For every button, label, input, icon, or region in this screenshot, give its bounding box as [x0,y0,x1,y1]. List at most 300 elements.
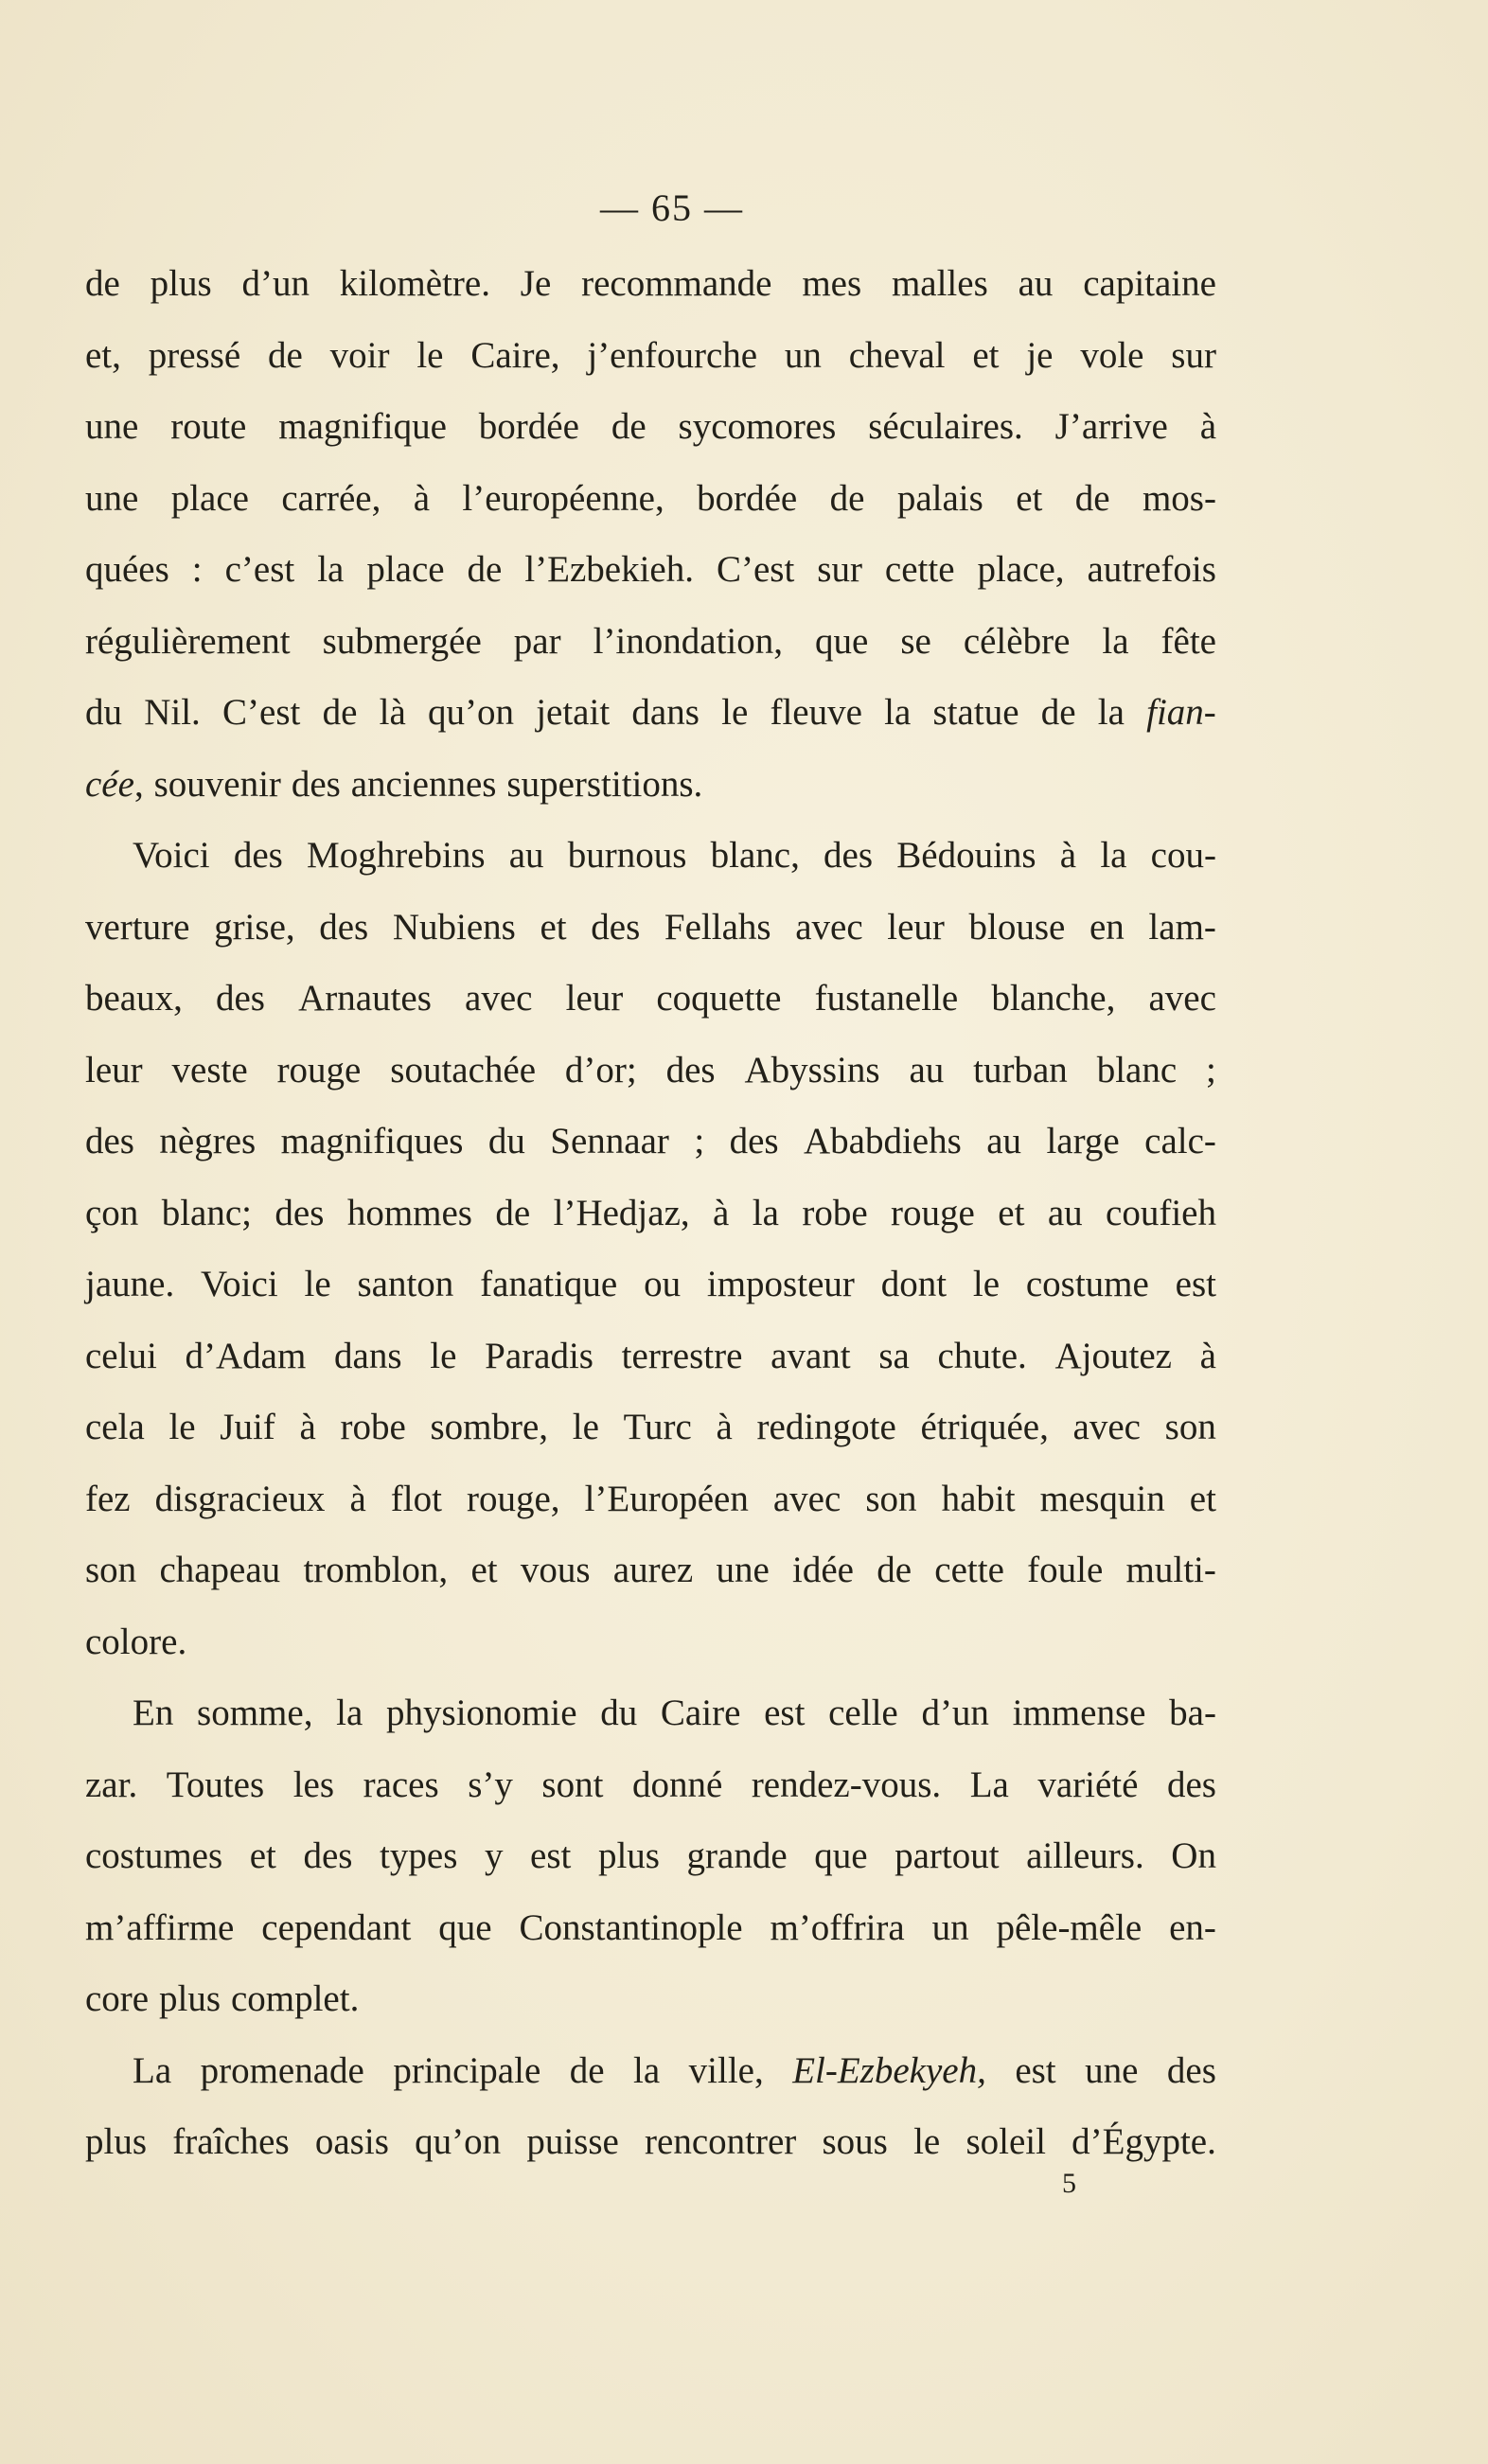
word: vole [1080,334,1144,376]
word: Constantinople [519,1906,743,1948]
word: Caire [660,1693,741,1733]
word: Paradis [485,1335,593,1376]
word: tromblon, [303,1550,449,1590]
word: le [913,2121,941,2162]
text-line [85,1749,1216,1821]
word: Caire, [470,334,560,376]
word: à [1199,406,1216,447]
word: On [1171,1835,1216,1876]
text-line [85,2106,1216,2178]
word: des [824,835,874,876]
text-line [85,749,1216,821]
word: avec [1148,978,1216,1019]
word: celle [828,1693,898,1733]
word: chapeau [159,1550,281,1590]
word: dont [880,1264,948,1304]
word: redingote [756,1407,896,1447]
word: sycomores [678,406,837,447]
word: une [85,477,139,519]
word: grise, [214,906,295,948]
text-line [85,391,1216,463]
word: C’est [716,549,795,590]
word: sa [878,1335,910,1376]
word: place [170,477,249,519]
word: de [829,477,865,519]
word: de [611,406,647,447]
word: y [484,1835,504,1876]
word: au [909,1049,945,1090]
word: nègres [159,1121,257,1161]
word: du [85,692,122,733]
word: chute. [937,1335,1027,1376]
word: et [249,1835,276,1876]
word: son [85,1550,137,1590]
word: rouge [276,1049,362,1090]
word: Fellahs [664,906,771,948]
word: d’un [921,1693,989,1733]
word: des [665,1049,716,1090]
word: core [85,1978,150,2019]
word: en [1089,906,1125,948]
word: jaune. [85,1264,175,1304]
word: Ababdiehs [804,1121,962,1161]
word: calc- [1144,1121,1216,1161]
word: fian- [1146,692,1216,733]
word: de [467,549,503,590]
word: beaux, [85,978,183,1019]
word: anciennes [350,763,497,805]
word: mesquin [1039,1478,1165,1519]
word: la [1102,620,1129,662]
word: de [85,263,120,304]
word: plus [597,1835,660,1876]
word: large [1046,1121,1120,1161]
word: se [900,620,931,662]
word: au [508,835,544,876]
word: aurez [612,1550,694,1590]
word: je [1026,334,1054,376]
word: des [591,906,641,948]
word: est [764,1693,806,1733]
word: des [275,1192,325,1233]
word: m’affirme [85,1906,235,1948]
text-line [85,1321,1216,1392]
word: qu’on [415,2121,502,2162]
word: ou [644,1264,682,1304]
word: vous [520,1550,591,1590]
word: blanc; [161,1192,253,1233]
word: Voici [201,1264,278,1304]
word: régulièrement [85,620,291,662]
word: physionomie [386,1693,577,1733]
word: verture [85,906,190,948]
word: et [1016,477,1043,519]
word: de [495,1192,531,1233]
word: à [349,1478,366,1519]
word: la [633,2049,661,2091]
word: plus [159,1978,221,2019]
word: rouge [891,1192,975,1233]
word: fanatique [480,1264,618,1304]
word: Ajoutez [1054,1335,1172,1376]
word: robe [340,1407,406,1447]
word: des [1166,1764,1216,1805]
word: de [1040,692,1076,733]
word: burnous [567,835,687,876]
word: ville, [688,2049,764,2091]
word: costumes [85,1835,223,1876]
word: la [317,549,345,590]
word: des [233,835,283,876]
word: çon [85,1192,139,1233]
word: rouge, [466,1478,560,1519]
word: des [85,1121,134,1161]
word: place, [977,549,1065,590]
word: soutachée [390,1049,537,1090]
word: m’offrira [770,1906,905,1948]
word: donné [631,1764,723,1805]
word: d’un [241,263,310,304]
word: que [814,1835,868,1876]
word: ailleurs. [1026,1835,1144,1876]
text-line [85,820,1216,892]
word: lam- [1148,906,1216,948]
word: la [884,692,912,733]
word: santon [357,1264,454,1304]
word: le [304,1264,331,1304]
word: Toutes [166,1764,265,1805]
word: dans [631,692,700,733]
word: Voici [133,835,210,876]
word: Arnautes [298,978,432,1019]
text-line [85,1463,1216,1535]
word: zar. [85,1764,138,1805]
word: d’Égypte. [1072,2121,1216,2162]
word: des [729,1121,779,1161]
word: étriquée, [920,1407,1049,1447]
word: rendez-vous. [751,1764,942,1805]
text-line [85,606,1216,678]
word: quées [85,549,169,590]
word: races [363,1764,439,1805]
word: grande [686,1835,788,1876]
word: place [366,549,445,590]
word: flot [390,1478,442,1519]
word: le [572,1407,599,1447]
word: j’enfourche [587,334,758,376]
word: et, [85,334,121,376]
word: coquette [656,978,782,1019]
word: de [1074,477,1110,519]
word: Bédouins [896,835,1036,876]
word: plus [85,2121,148,2162]
text-line [85,1963,1216,2035]
word: fustanelle [814,978,959,1019]
word: la [1100,835,1127,876]
word: hommes [346,1192,472,1233]
word: J’arrive [1054,406,1168,447]
word: dans [334,1335,402,1376]
word: somme, [197,1693,313,1733]
word: avec [465,978,533,1019]
text-line [85,892,1216,964]
word: fraîches [172,2121,290,2162]
word: une [85,406,139,447]
word: c’est [224,549,295,590]
word: principale [393,2049,541,2091]
word: et [1189,1478,1216,1519]
text-line [85,1392,1216,1463]
word: En [133,1693,174,1733]
word: le [430,1335,457,1376]
word: statue [932,692,1019,733]
word: et [540,906,567,948]
word: le [721,692,749,733]
word: séculaires. [868,406,1023,447]
word: les [292,1764,335,1805]
word: La [133,2049,172,2091]
word: d’or; [564,1049,637,1090]
word: de [322,692,358,733]
word: à [299,1407,316,1447]
word: est [1175,1264,1216,1304]
word: là [379,692,406,733]
word: et [972,334,1000,376]
word: au [1018,263,1054,304]
word: des [216,978,265,1019]
word: palais [896,477,983,519]
word: qu’on [427,692,514,733]
word: des [303,1835,353,1876]
word: sur [817,549,862,590]
word: coufieh [1106,1192,1216,1233]
word: à [713,1192,730,1233]
word: plus [150,263,212,304]
word: à [413,477,431,519]
body-text [85,248,1216,2178]
word: bordée [478,406,579,447]
word: leur [887,906,945,948]
word: son [865,1478,917,1519]
word: pressé [148,334,241,376]
word: bordée [697,477,798,519]
word: l’Européen [584,1478,749,1519]
text-line [85,1249,1216,1321]
word: Nil. [144,692,201,733]
word: Abyssins [744,1049,880,1090]
word: célèbre [963,620,1071,662]
word: partout [895,1835,1000,1876]
word: Turc [623,1407,692,1447]
word: idée [792,1550,854,1590]
word: blanc, [710,835,800,876]
word: ; [1206,1049,1216,1090]
word: du [487,1121,525,1161]
text-line [85,1606,1216,1678]
word: à [1059,835,1077,876]
word: Juif [220,1407,275,1447]
word: avec [1072,1407,1141,1447]
word: El-Ezbekyeh, [792,2049,986,2091]
word: pêle-mêle [996,1906,1143,1948]
word: en- [1169,1906,1216,1948]
word: La [969,1764,1009,1805]
word: la [336,1693,363,1733]
word: promenade [200,2049,364,2091]
word: voir [329,334,390,376]
word: une [716,1550,770,1590]
word: l’Ezbekieh. [524,549,694,590]
word: cou- [1150,835,1216,876]
word: cheval [848,334,946,376]
text-line [85,1892,1216,1964]
text-line [85,677,1216,749]
word: que [815,620,869,662]
word: foule [1027,1550,1104,1590]
word: C’est [222,692,301,733]
word: de [569,2049,605,2091]
text-line [85,1820,1216,1892]
word: Nubiens [392,906,516,948]
word: le [972,1264,1001,1304]
text-line [85,463,1216,535]
word: avant [771,1335,851,1376]
text-line [85,248,1216,320]
word: Je [520,263,552,304]
word: sont [541,1764,604,1805]
word: d’Adam [185,1335,307,1376]
word: au [986,1121,1022,1161]
text-line [85,320,1216,392]
word: disgracieux [154,1478,326,1519]
word: la [752,1192,779,1233]
word: autrefois [1087,549,1216,590]
word: cette [884,549,955,590]
word: types [380,1835,458,1876]
word: kilomètre. [339,263,490,304]
word: multi- [1125,1550,1216,1590]
word: un [931,1906,969,1948]
word: ba- [1169,1693,1216,1733]
word: est [1015,2049,1056,2091]
word: puisse [526,2121,619,2162]
word: recommande [581,263,772,304]
word: capitaine [1083,263,1216,304]
text-line [85,963,1216,1035]
word: magnifique [278,406,447,447]
word: oasis [314,2121,389,2162]
word: une [1085,2049,1139,2091]
word: cette [934,1550,1004,1590]
word: Sennaar [550,1121,669,1161]
word: superstitions. [506,763,703,805]
word: immense [1012,1693,1146,1733]
word: fez [85,1478,131,1519]
text-line [85,1106,1216,1178]
word: l’européenne, [462,477,664,519]
word: à [716,1407,733,1447]
word: à [1199,1335,1216,1376]
word: terrestre [621,1335,743,1376]
word: des [1166,2049,1216,2091]
word: submergée [322,620,482,662]
text-line [85,1178,1216,1250]
word: blouse [968,906,1066,948]
word: cela [85,1407,145,1447]
word: leur [565,978,624,1019]
word: sombre, [430,1407,549,1447]
word: l’Hedjaz, [553,1192,690,1233]
word: par [513,620,561,662]
word: du [600,1693,638,1733]
word: le [416,334,444,376]
word: cependant [261,1906,412,1948]
word: son [1164,1407,1216,1447]
word: variété [1037,1764,1139,1805]
word: colore. [85,1621,187,1662]
word: blanche, [991,978,1116,1019]
word: turban [973,1049,1068,1090]
word: jetait [536,692,611,733]
word: un [784,334,822,376]
word: rencontrer [645,2121,797,2162]
word: robe [802,1192,868,1233]
word: et [470,1550,498,1590]
word: carrée, [281,477,381,519]
word: fleuve [770,692,862,733]
word: de [877,1550,912,1590]
word: leur [85,1049,143,1090]
word: soleil [965,2121,1046,2162]
text-line [85,534,1216,606]
word: Moghrebins [307,835,486,876]
word: de [268,334,303,376]
word: malles [891,263,988,304]
word: costume [1025,1264,1149,1304]
word: : [191,549,203,590]
signature-mark: 5 [1062,2168,1076,2199]
word: des [319,906,369,948]
word: avec [795,906,863,948]
text-line [85,1677,1216,1749]
word: est [530,1835,572,1876]
word: celui [85,1335,157,1376]
word: que [438,1906,492,1948]
word: mos- [1142,477,1216,519]
word: fête [1160,620,1216,662]
word: sur [1171,334,1216,376]
word: cée, [85,763,144,805]
word: l’inondation, [593,620,783,662]
word: magnifiques [280,1121,464,1161]
word: souvenir [153,763,281,805]
page-number: — 65 — [600,186,744,229]
text-line [85,1035,1216,1107]
word: et [998,1192,1025,1233]
word: le [168,1407,196,1447]
word: blanc [1096,1049,1178,1090]
word: la [1097,692,1125,733]
word: habit [941,1478,1016,1519]
word: s’y [468,1764,513,1805]
word: route [170,406,247,447]
word: au [1047,1192,1083,1233]
word: des [291,763,341,805]
word: sous [822,2121,888,2162]
word: avec [772,1478,841,1519]
word: imposteur [706,1264,855,1304]
word: complet. [230,1978,360,2019]
